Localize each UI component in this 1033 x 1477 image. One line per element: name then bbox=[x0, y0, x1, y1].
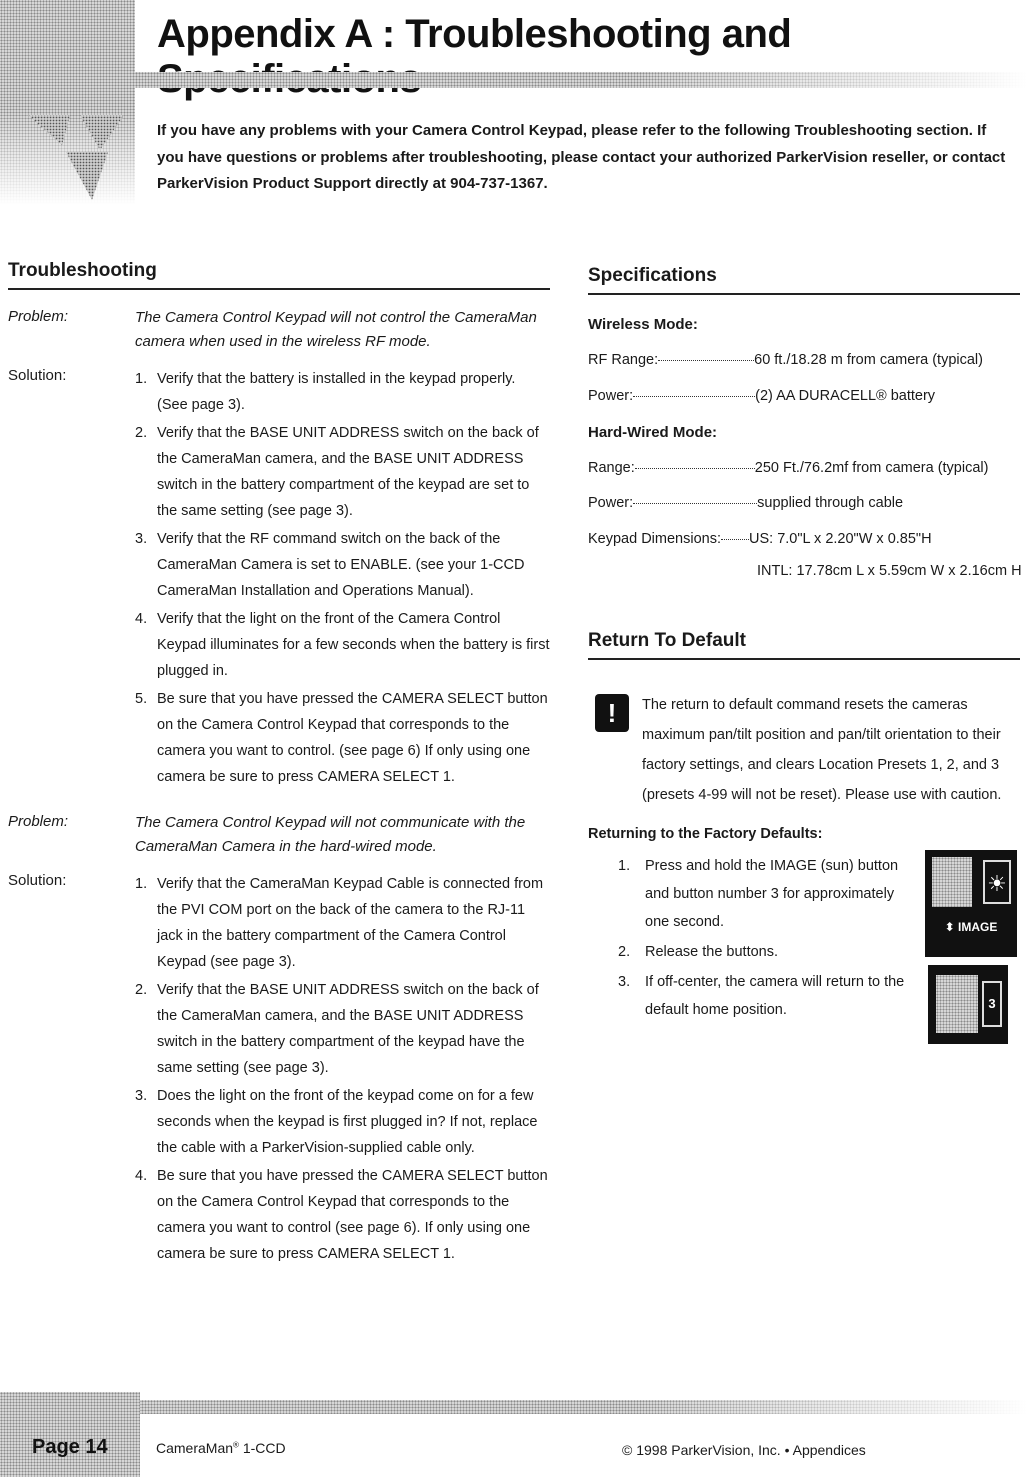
troubleshooting-heading: Troubleshooting bbox=[8, 260, 550, 290]
dot-leader bbox=[633, 503, 757, 504]
list-item bbox=[135, 871, 550, 975]
dot-leader bbox=[721, 539, 749, 540]
step-text: Verify that the RF command switch on the back of the CameraMan Camera is set to ENABLE. (see your 1-CCD CameraMan Installation and Operations Manual). bbox=[157, 531, 525, 599]
page-number: Page 14 bbox=[32, 1436, 108, 1458]
dot-leader bbox=[633, 396, 755, 397]
spec-key: Power: bbox=[588, 388, 634, 404]
list-item bbox=[135, 1163, 550, 1267]
problem-label: Problem: bbox=[8, 813, 69, 830]
footer-divider-bar bbox=[48, 1400, 1028, 1414]
spec-key: RF Range: bbox=[588, 352, 659, 368]
spec-value: INTL: 17.78cm L x 5.59cm W x 2.16cm H bbox=[757, 563, 1022, 579]
step-text: Verify that the light on the front of the Camera Control Keypad illuminates for a few seconds when the battery is first plugged in. bbox=[157, 611, 550, 679]
spec-row bbox=[588, 388, 935, 404]
step-number: 1. bbox=[618, 858, 631, 874]
spec-row bbox=[588, 352, 983, 368]
spec-row bbox=[588, 495, 903, 511]
list-item bbox=[135, 420, 550, 524]
step-text: If off-center, the camera will return to the default home position. bbox=[645, 974, 905, 1018]
spec-value: (2) AA DURACELL® battery bbox=[755, 388, 936, 404]
step-number: 4. bbox=[135, 1168, 148, 1184]
number-3-button-illustration bbox=[928, 965, 1008, 1044]
spec-row bbox=[588, 460, 988, 476]
factory-steps bbox=[618, 852, 918, 1026]
list-item bbox=[135, 1083, 550, 1161]
triangle-logo-icon bbox=[28, 110, 128, 205]
solution-steps bbox=[135, 366, 550, 792]
list-item bbox=[135, 606, 550, 684]
intro-paragraph: If you have any problems with your Camera Control Keypad, please refer to the following Troubleshooting section. If you have questions or problems after troubleshooting, please contact your authorized ParkerVision reseller, or contact ParkerVision Product Support directly at 904-737-1367. bbox=[157, 122, 1006, 192]
step-text: Be sure that you have pressed the CAMERA SELECT button on the Camera Control Keypad that corresponds to the camera you want to control. (see page 6) If only using one camera be sure to press CAMERA SELECT 1. bbox=[157, 691, 548, 785]
spec-value: 60 ft./18.28 m from camera (typical) bbox=[754, 352, 983, 368]
dot-leader bbox=[635, 468, 755, 469]
factory-defaults-heading: Returning to the Factory Defaults: bbox=[588, 826, 823, 842]
step-text: Release the buttons. bbox=[645, 944, 779, 960]
step-number: 1. bbox=[135, 371, 148, 387]
list-item bbox=[618, 968, 918, 1024]
return-to-default-text: The return to default command resets the cameras maximum pan/tilt position and pan/tilt orientation to their factory settings, and clears Location Presets 1, 2, and 3 (presets 4-99 will not be reset). Please use with caution. bbox=[642, 697, 1002, 803]
solution-steps bbox=[135, 871, 550, 1269]
spec-value: supplied through cable bbox=[757, 495, 904, 511]
step-text: Verify that the BASE UNIT ADDRESS switch on the back of the CameraMan camera, and the BASE UNIT ADDRESS switch in the battery compartment of the keypad are set to the same setting (see page 3). bbox=[157, 425, 539, 519]
step-number: 3. bbox=[135, 1088, 148, 1104]
specifications-heading: Specifications bbox=[588, 265, 1020, 295]
step-number: 2. bbox=[135, 425, 148, 441]
hard-wired-mode-heading: Hard-Wired Mode: bbox=[588, 424, 718, 441]
header-divider-bar bbox=[48, 72, 1028, 88]
list-item bbox=[618, 852, 918, 936]
step-text: Does the light on the front of the keypad come on for a few seconds when the keypad is first plugged in? If not, replace the cable with a ParkerVision-supplied cable only. bbox=[157, 1088, 538, 1156]
solution-label: Solution: bbox=[8, 367, 67, 384]
list-item bbox=[618, 938, 918, 966]
step-number: 1. bbox=[135, 876, 148, 892]
solution-label: Solution: bbox=[8, 872, 67, 889]
image-button-illustration bbox=[925, 850, 1017, 957]
footer-product: CameraMan® 1-CCD bbox=[156, 1440, 286, 1456]
problem-text: The Camera Control Keypad will not control the CameraMan camera when used in the wireless RF mode. bbox=[135, 309, 537, 350]
spec-key: Keypad Dimensions: bbox=[588, 531, 721, 547]
spec-value: US: 7.0"L x 2.20"W x 0.85"H bbox=[749, 531, 932, 547]
problem-text: The Camera Control Keypad will not communicate with the CameraMan Camera in the hard-wired mode. bbox=[135, 814, 526, 855]
spec-value: 250 Ft./76.2mf from camera (typical) bbox=[754, 460, 989, 476]
dot-leader bbox=[658, 360, 754, 361]
list-item bbox=[135, 526, 550, 604]
list-item bbox=[135, 366, 550, 418]
sun-icon: ☀ bbox=[983, 860, 1011, 904]
step-number: 5. bbox=[135, 691, 148, 707]
return-to-default-heading: Return To Default bbox=[588, 630, 1020, 660]
spec-key: Range: bbox=[588, 460, 635, 476]
step-text: Verify that the BASE UNIT ADDRESS switch on the back of the CameraMan camera, and the BASE UNIT ADDRESS switch in the battery compartment of the keypad have the same setting (see page 3). bbox=[157, 982, 539, 1076]
step-number: 2. bbox=[618, 944, 631, 960]
problem-label: Problem: bbox=[8, 308, 69, 325]
step-number: 2. bbox=[135, 982, 148, 998]
spec-row bbox=[757, 563, 1022, 579]
image-button-label: ⬍ IMAGE bbox=[944, 920, 998, 934]
step-number: 3. bbox=[618, 974, 631, 990]
step-text: Verify that the battery is installed in the keypad properly. (See page 3). bbox=[157, 371, 516, 413]
wireless-mode-heading: Wireless Mode: bbox=[588, 316, 698, 333]
footer-copyright: © 1998 ParkerVision, Inc. • Appendices bbox=[622, 1442, 866, 1458]
spec-row bbox=[588, 531, 932, 547]
spec-key: Power: bbox=[588, 495, 634, 511]
warning-icon: ! bbox=[595, 694, 629, 732]
corner-decoration bbox=[0, 1392, 140, 1477]
step-text: Be sure that you have pressed the CAMERA SELECT button on the Camera Control Keypad that corresponds to the camera you want to control (see page 6). If only using one camera be sure to press CAMERA SELECT 1. bbox=[157, 1168, 548, 1262]
step-number: 4. bbox=[135, 611, 148, 627]
list-item bbox=[135, 977, 550, 1081]
keypad-surface bbox=[932, 857, 972, 907]
step-text: Verify that the CameraMan Keypad Cable is connected from the PVI COM port on the back of the camera to the RJ-11 jack in the battery compartment of the Camera Control Keypad (see page 3). bbox=[157, 876, 544, 970]
list-item bbox=[135, 686, 550, 790]
number-3-label: 3 bbox=[982, 981, 1002, 1027]
page-title: Appendix A : Troubleshooting and bbox=[157, 12, 792, 56]
step-number: 3. bbox=[135, 531, 148, 547]
step-text: Press and hold the IMAGE (sun) button and button number 3 for approximately one second. bbox=[645, 858, 899, 930]
keypad-surface bbox=[936, 975, 978, 1033]
